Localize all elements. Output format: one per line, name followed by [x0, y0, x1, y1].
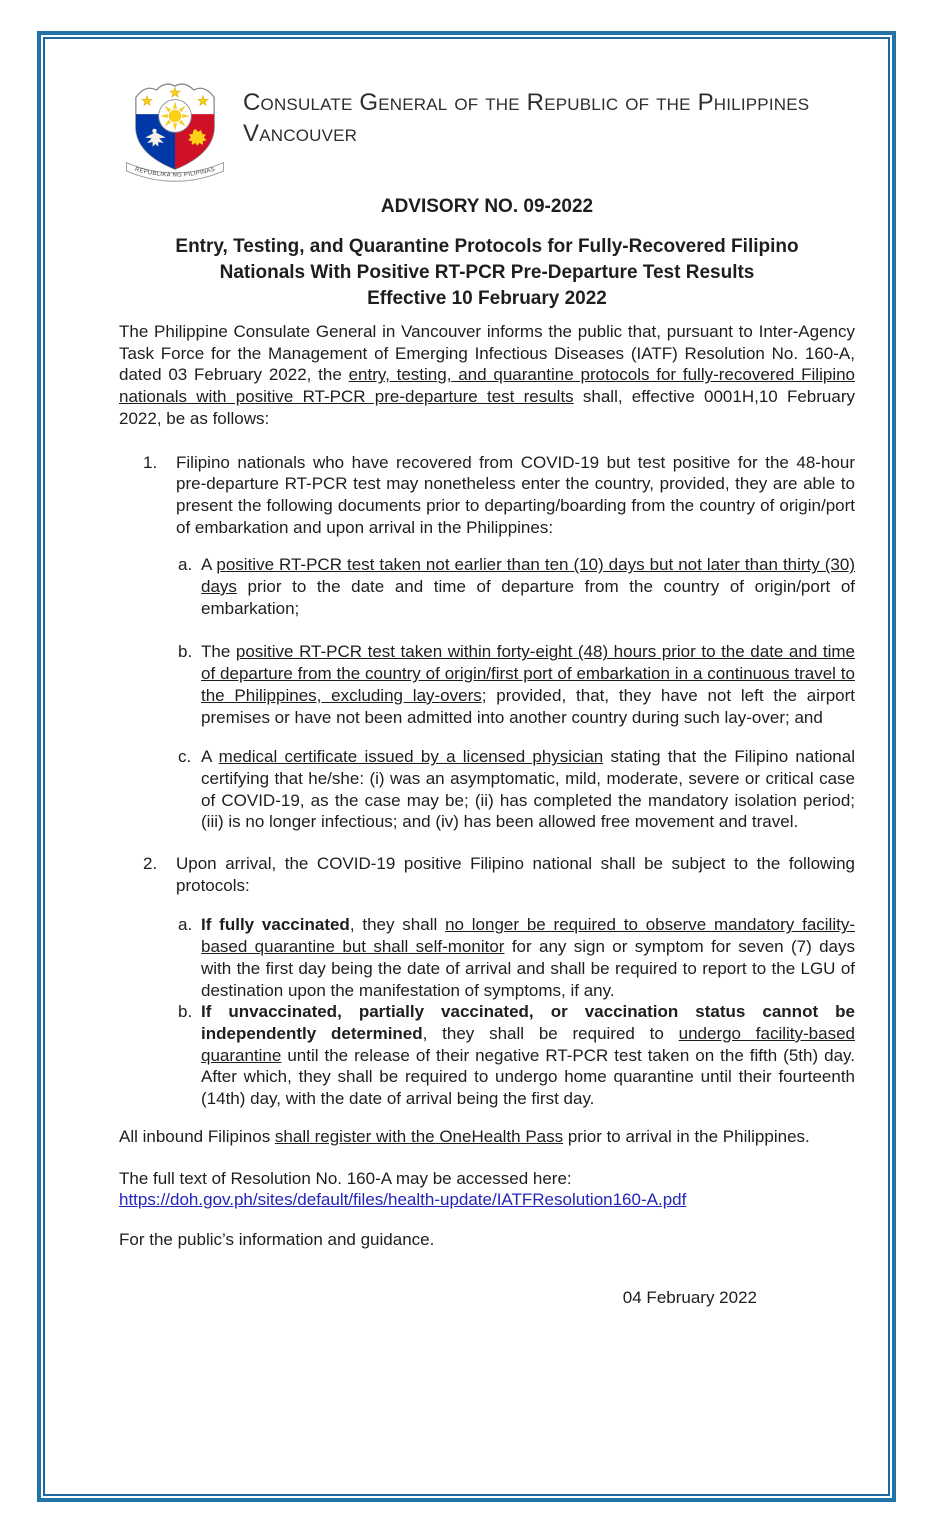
list-item-text: The positive RT-PCR test taken within forty-eight (48) hours prior to the date and time of departure from the country of origin/first port of embarkation in a continuous travel to the Philippines, excluding lay-overs; provided, that, they have not left the airport premises or have not been admitted into another country during such lay-over; and	[201, 642, 855, 727]
onehealth-paragraph: All inbound Filipinos shall register with the OneHealth Pass prior to arrival in the Philippines.	[119, 1126, 810, 1146]
intro-paragraph: The Philippine Consulate General in Vancouver informs the public that, pursuant to Inter-Agency Task Force for the Management of Emerging Infectious Diseases (IATF) Resolution No. 160-A, dated 03 February 2022, the entry, testing, and quarantine protocols for fully-recovered Filipino nationals with positive RT-PCR pre-departure test results shall, effective 0001H,10 February 2022, be as follows:	[119, 322, 856, 428]
org-city: Vancouver	[243, 120, 358, 147]
list-marker: b.	[178, 1002, 193, 1022]
advisory-number: ADVISORY NO. 09-2022	[380, 196, 594, 217]
list-marker: a.	[178, 915, 193, 935]
list-marker: 1.	[143, 452, 158, 472]
list-item-text: A medical certificate issued by a licensed physician stating that the Filipino national certifying that he/she: (i) was an asymptomatic, mild, moderate, severe or critical case of COVID-19, as the case may be; (ii) has completed the mandatory isolation period; (iii) is no longer infectious; and (iv) has been allowed free movement and travel.	[201, 747, 855, 832]
list-item-text: If fully vaccinated, they shall no longer be required to observe mandatory facility-based quarantine but shall self-monitor for any sign or symptom for seven (7) days with the first day being the date of arrival and shall be required to report to the LGU of destination upon the manifestation of symptoms, if any.	[201, 915, 856, 1000]
sun-icon	[161, 102, 189, 130]
list-item-text: Filipino nationals who have recovered from COVID-19 but test positive for the 48-hour pre-departure RT-PCR test may nonetheless enter the country, provided, they are able to present the following documents prior to departing/boarding from the country of origin/port of embarkation and upon arrival in the Philippines:	[176, 452, 855, 537]
list-item-1b	[119, 641, 855, 728]
list-item-1c	[119, 746, 855, 833]
list-item-2a	[119, 914, 855, 1001]
list-marker: a.	[178, 555, 193, 575]
seal-banner-text: REPUBLIKA NG PILIPINAS	[134, 166, 216, 179]
list-marker: 2.	[143, 854, 158, 874]
org-block	[231, 75, 809, 149]
resolution-block	[119, 1168, 855, 1211]
document-date: 04 February 2022	[622, 1287, 757, 1307]
list-marker: b.	[178, 642, 193, 662]
list-item-1	[119, 452, 855, 539]
title-line-3: Effective 10 February 2022	[367, 288, 607, 309]
letterhead	[119, 75, 855, 188]
list-item-2b	[119, 1001, 855, 1110]
document-title	[119, 234, 855, 312]
title-line-2: Nationals With Positive RT-PCR Pre-Departure Test Results	[219, 262, 755, 283]
list-item-text: If unvaccinated, partially vaccinated, or vaccination status cannot be independently determined, they shall be required to undergo facility-based quarantine until the release of their negative RT-PCR test taken on the fifth (5th) day. After which, they shall be required to undergo home quarantine until their fourteenth (14th) day, with the date of arrival being the first day.	[201, 1002, 856, 1109]
title-line-1: Entry, Testing, and Quarantine Protocols for Fully-Recovered Filipino	[175, 236, 799, 257]
resolution-access-text: The full text of Resolution No. 160-A may be accessed here:	[119, 1168, 572, 1188]
list-item-2	[119, 853, 855, 896]
list-item-1a	[119, 554, 855, 619]
seal-svg	[119, 75, 231, 185]
org-name: Consulate General of the Republic of the Philippines	[243, 89, 810, 116]
document-content	[119, 75, 855, 1308]
list-item-text: A positive RT-PCR test taken not earlier than ten (10) days but not later than thirty (30) days prior to the date and time of departure from the country of origin/port of embarkation;	[201, 555, 856, 618]
list-marker: c.	[178, 747, 192, 767]
resolution-link[interactable]: https://doh.gov.ph/sites/default/files/health-update/IATFResolution160-A.pdf	[119, 1190, 687, 1210]
closing-line: For the public’s information and guidance.	[119, 1229, 435, 1249]
philippine-coat-of-arms-icon	[119, 75, 231, 190]
list-item-text: Upon arrival, the COVID-19 positive Filipino national shall be subject to the following protocols:	[176, 854, 855, 895]
